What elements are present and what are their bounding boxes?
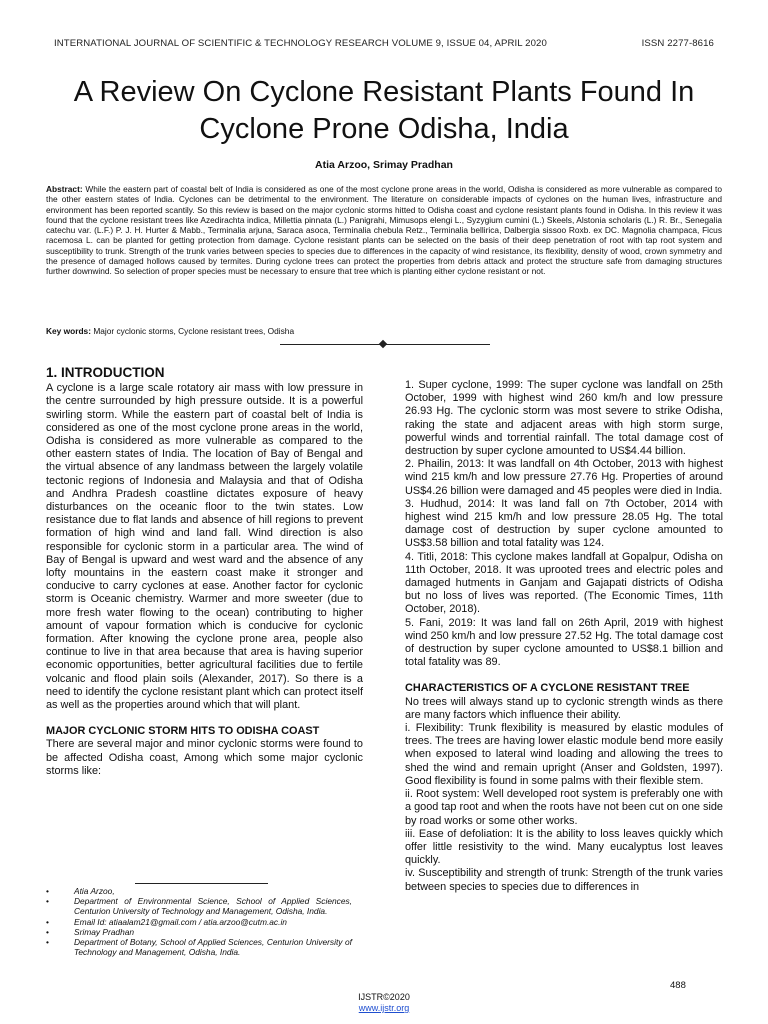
journal-name: INTERNATIONAL JOURNAL OF SCIENTIFIC & TECHNOLOGY RESEARCH VOLUME 9, ISSUE 04, APRIL 2020 <box>54 38 547 49</box>
bullet-icon: • <box>46 926 49 937</box>
bullet-icon: • <box>46 896 49 907</box>
footnote-item <box>46 927 352 937</box>
cyclone-item: 4. Titli, 2018: This cyclone makes landfall at Gopalpur, Odisha on 11th October, 2018. It was uprooted trees and electric poles and damaged hutments in Ganjam and Gajapati districts of Odisha but no loss of lives was reported. (The Economic Times, 11th October, 2018). <box>405 550 723 616</box>
footnote-item <box>46 896 352 916</box>
footnote-rule <box>135 883 268 884</box>
divider-diamond-icon <box>379 340 387 348</box>
bullet-icon: • <box>46 886 49 896</box>
characteristic-item: i. Flexibility: Trunk flexibility is measured by elastic modules of trees. The trees are having lower elastic module bend more easily when exposed to lateral wind loading and allowing the trees to shed the wind and remain upright (Anser and Goldsten, 1997). Good flexibility is found in some palms with their flexible stem. <box>405 722 723 787</box>
title-line-2: Cyclone Prone Odisha, India <box>199 113 569 145</box>
abstract-label: Abstract: <box>46 184 83 194</box>
major-storms-text: There are several major and minor cyclonic storms were found to be affected Odisha coast, Among which some major cyclonic storms like: <box>46 738 363 777</box>
abstract <box>46 184 722 277</box>
characteristic-item: iv. Susceptibility and strength of trunk: Strength of the trunk varies between species to species due to differences in <box>405 867 723 893</box>
running-header <box>54 38 714 49</box>
keywords-label: Key words: <box>46 326 91 336</box>
cyclone-item: 1. Super cyclone, 1999: The super cyclone was landfall on 25th October, 1999 with highest wind 260 km/h and low pressure 26.93 Hg. The cyclonic storm was most severe to strike Odisha, raking the state and adjacent areas with high storm surge, powerful winds and torrential rainfall. The total damage cost of destruction by super cyclone amounted to US$4.44 billion. <box>405 379 723 458</box>
keywords <box>46 326 722 336</box>
page-number: 488 <box>670 980 686 991</box>
cyclone-item: 5. Fani, 2019: It was land fall on 26th April, 2019 with highest wind 250 km/h and low pressure 27.52 Hg. The total damage cost of destruction by super cyclone amounted to US$8.1 billion and total fatality was 89. <box>405 616 723 669</box>
journal-url-link[interactable]: www.ijstr.org <box>358 1003 410 1013</box>
characteristic-item: ii. Root system: Well developed root system is preferably one with a good tap root and when the roots have not been cut on one side by road works or some other works. <box>405 788 723 827</box>
footnote-item <box>46 886 352 896</box>
footnote-text: Atia Arzoo, <box>74 886 115 896</box>
abstract-text: While the eastern part of coastal belt of India is considered as one of the most cyclone prone areas in the world, Odisha is considered as more vulnerable as compared to the other eastern states of India. Cyclones can be detrimental to the environment. The literature on considerable impacts of cyclones on the human lives, infrastructure and environment has been reported scantily. So this review is based on the major cyclonic storms hitted to Odisha coast and cyclone resistant plants found in Odisha. In this review it was found that the cyclone resistant trees like Azedirachta indica, Millettia pinnata (L.) Panigrahi, Mimusops elengi L., Syzygium cumini (L.) Skeels, Alstonia scholaris (L.) R. Br., Senegalia catechu var. (L.F.) P. J. H. Hurter & Mabb., Terminalia arjuna, Saraca asoca, Terminalia chebula Retz., Terminalia bellirica, Dalbergia sissoo Roxb. ex DC. Magnolia champaca, Ficus racemosa L. can be planted for getting protection from damage. Cyclone resistant plants can be selected on the basis of their deep penetration of root with tap root system and susceptibility to trunk. Strength of the trunk varies between species to species due to differences in the capacity of wind resistance, its flexibility, density of wood, crown symmetry and the presence of damaged hollows caused by termites. During cyclone trees can protect the properties from debris attack and protect the structure safe from damaging structures further downwind. So selection of proper species must be necessary to ensure that tree which is planting either cyclone resistant or not. <box>46 184 722 277</box>
bullet-icon: • <box>46 937 49 948</box>
characteristics-heading: CHARACTERISTICS OF A CYCLONE RESISTANT TREE <box>405 682 690 695</box>
footnote-text: Email Id: atiaalam21@gmail.com / atia.arzoo@cutm.ac.in <box>74 916 287 927</box>
characteristic-item: iii. Ease of defoliation: It is the ability to loss leaves quickly which offer little resistivity to the wind. Many eucalyptus lost leaves quickly. <box>405 827 723 867</box>
right-column <box>405 379 723 894</box>
introduction-text: A cyclone is a large scale rotatory air mass with low pressure in the centre surrounded by high pressure outside. It is a powerful swirling storm. While the eastern part of coastal belt of India is considered as one of the most cyclone prone areas in the world, Odisha is considered as more vulnerable as compared to the other eastern states of India. The location of Bay of Bengal and the virtual absence of any landmass between the largely volatile tectonic regions of Indonesia and Malaysia and that of Odisha and Andhra Pradesh coastline dictates exposure of heavy disturbances on the oceanic floor to the twin states. Low resistance due to flat lands and absence of hill regions to prevent formation of high wind and land fall. Wind direction is also responsible for cyclonic storm in a particular area. The wind of Bay of Bengal is upward and west ward and the absence of any lofty mountains in the eastern coast make it stronger and conducive to carry cyclones at ease. Another factor for cyclonic storm is Oceanic chemistry. Warmer and more sweeter (due to more fresh water flowing to the ocean) contributing to higher amount of vapour formation which is conducive for cyclonic formation. After knowing the cyclone prone area, people also continue to live in that area because that area is having superior economic opportunities, better agricultural facilities due to fertile volcanic and flood plain soils (Alexander, 2017). So there is a need to identify the cyclone resistant plant which can protect itself as well as the properties around which that will plant. <box>46 382 363 712</box>
characteristics-intro: No trees will always stand up to cyclonic strength winds as there are many factors which influence their ability. <box>405 695 723 721</box>
keywords-text: Major cyclonic storms, Cyclone resistant trees, Odisha <box>93 326 295 336</box>
title-line-1: A Review On Cyclone Resistant Plants Found In <box>73 76 695 108</box>
bullet-icon: • <box>46 916 49 927</box>
issn: ISSN 2277-8616 <box>641 38 714 49</box>
footnote-text: Department of Environmental Science, School of Applied Sciences, Centurion University of Technology and Management, Odisha, India. <box>74 896 352 917</box>
page-footer <box>0 992 768 1014</box>
author-footnotes <box>46 886 352 957</box>
publisher-label: IJSTR©2020 <box>358 992 410 1002</box>
footnote-text: Department of Botany, School of Applied Sciences, Centurion University of Technology and Management, Odisha, India. <box>74 937 352 958</box>
authors: Atia Arzoo, Srimay Pradhan <box>315 159 453 171</box>
paper-title <box>20 74 748 148</box>
introduction-heading: 1. INTRODUCTION <box>46 365 165 380</box>
major-storms-heading: MAJOR CYCLONIC STORM HITS TO ODISHA COAST <box>46 725 320 738</box>
footnote-item <box>46 937 352 957</box>
footnote-text: Srimay Pradhan <box>74 926 135 937</box>
section-divider <box>280 344 490 345</box>
cyclone-item: 3. Hudhud, 2014: It was land fall on 7th October, 2014 with highest wind 215 km/h and low pressure 28.05 Hg. The total damage cost of destruction by super cyclone amounted to US$3.58 billion and total fatality was 124. <box>405 497 723 550</box>
footnote-item <box>46 917 352 927</box>
cyclone-item: 2. Phailin, 2013: It was landfall on 4th October, 2013 with highest wind 215 km/h and low pressure 27.76 Hg. Properties of around US$4.26 billion were damaged and 45 peoples were died in India. <box>405 458 723 497</box>
left-column <box>46 366 363 778</box>
